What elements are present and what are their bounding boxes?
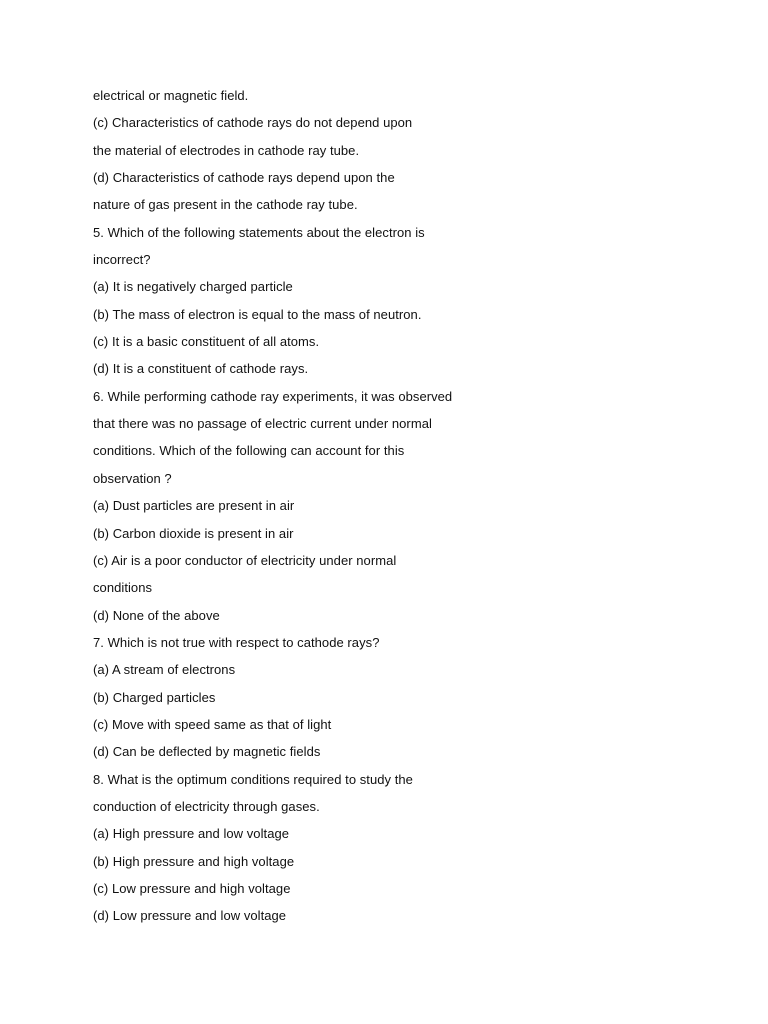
text-line: electrical or magnetic field.	[93, 88, 249, 103]
question-6: 6. While performing cathode ray experiments, it was observed	[93, 388, 453, 404]
text-line: incorrect?	[93, 252, 151, 268]
option-line: (b) Carbon dioxide is present in air	[93, 525, 294, 541]
option-line: (c) It is a basic constituent of all atoms.	[93, 334, 320, 350]
option-line: (c) Air is a poor conductor of electricity under normal	[93, 552, 397, 568]
text-line: that there was no passage of electric current under normal	[93, 416, 432, 432]
option-line: (b) High pressure and high voltage	[93, 853, 295, 869]
option-line: (b) The mass of electron is equal to the mass of neutron.	[93, 306, 422, 322]
option-line: (a) It is negatively charged particle	[93, 279, 293, 295]
option-line: (a) High pressure and low voltage	[93, 826, 290, 842]
text-line: observation ?	[93, 470, 172, 486]
text-line: conduction of electricity through gases.	[93, 798, 320, 814]
option-line: (d) None of the above	[93, 607, 220, 623]
question-5: 5. Which of the following statements about the electron is	[93, 224, 425, 240]
option-line: (d) Characteristics of cathode rays depend upon the	[93, 170, 395, 186]
option-line: (c) Move with speed same as that of light	[93, 716, 332, 732]
option-line: (d) Low pressure and low voltage	[93, 908, 287, 924]
option-line: (b) Charged particles	[93, 689, 216, 705]
text-line: conditions	[93, 580, 153, 596]
question-8: 8. What is the optimum conditions required to study the	[93, 771, 413, 787]
option-line: (d) It is a constituent of cathode rays.	[93, 361, 309, 377]
text-line: nature of gas present in the cathode ray tube.	[93, 197, 358, 213]
text-line: conditions. Which of the following can account for this	[93, 443, 405, 459]
option-line: (a) A stream of electrons	[93, 662, 236, 678]
document-body	[93, 86, 693, 934]
option-line: (c) Characteristics of cathode rays do not depend upon	[93, 115, 413, 131]
option-line: (c) Low pressure and high voltage	[93, 880, 291, 896]
option-line: (d) Can be deflected by magnetic fields	[93, 744, 321, 760]
option-line: (a) Dust particles are present in air	[93, 498, 295, 514]
text-line: the material of electrodes in cathode ray tube.	[93, 142, 360, 158]
question-7: 7. Which is not true with respect to cathode rays?	[93, 634, 380, 650]
